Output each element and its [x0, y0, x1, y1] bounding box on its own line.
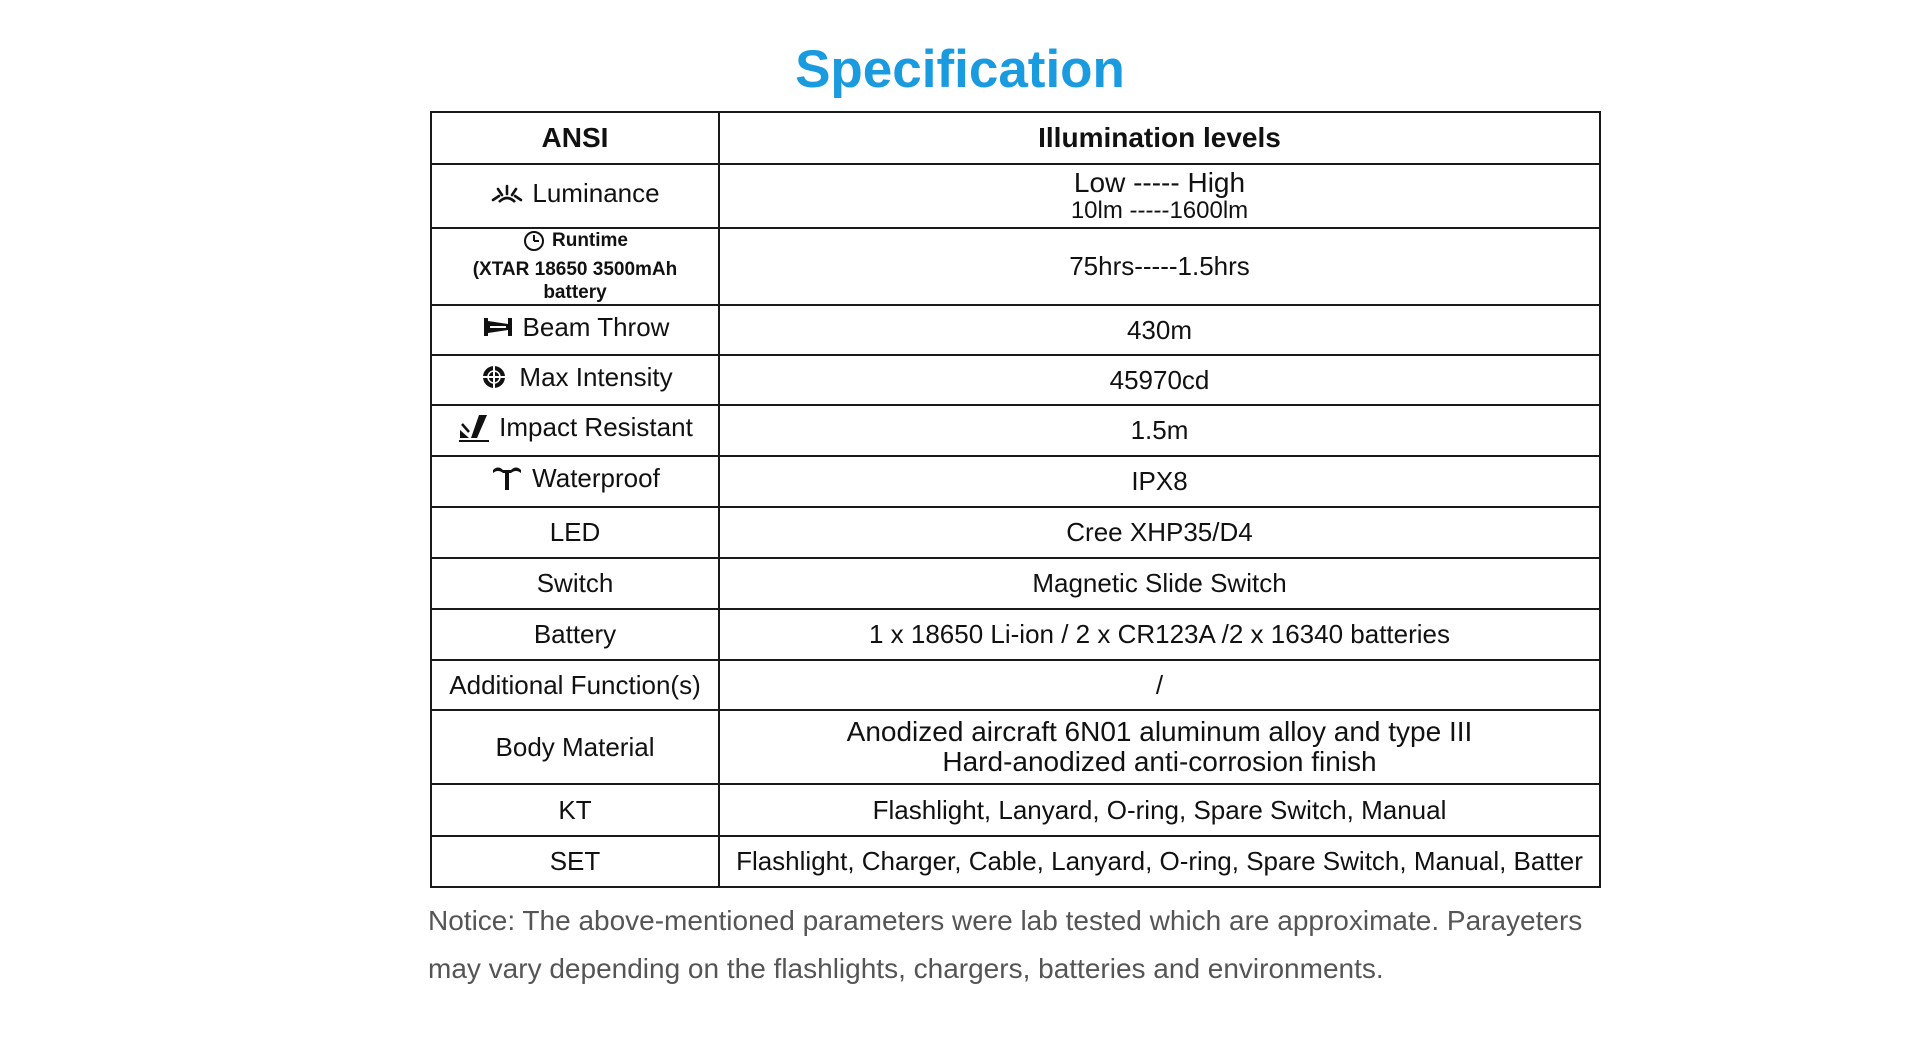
- table-row-switch: [431, 558, 1600, 609]
- value-cell: [719, 710, 1600, 784]
- label-cell: [431, 228, 719, 305]
- notice-line-2: may vary depending on the flashlights, chargers, batteries and environments.: [428, 953, 1384, 984]
- table-row-impact-resistant: [431, 405, 1600, 456]
- table-row-runtime: [431, 228, 1600, 305]
- table-row-beam-throw: [431, 305, 1600, 355]
- body-material-value-line2: Hard-anodized anti-corrosion finish: [942, 745, 1377, 777]
- kt-value: Flashlight, Lanyard, O-ring, Spare Switch, Manual: [719, 784, 1600, 836]
- led-value: Cree XHP35/D4: [719, 507, 1600, 558]
- led-label: LED: [431, 507, 719, 558]
- table-row-kt: [431, 784, 1600, 836]
- waterproof-value: IPX8: [719, 456, 1600, 507]
- label-cell: [431, 456, 719, 507]
- waterproof-icon: [490, 463, 524, 493]
- additional-functions-label: Additional Function(s): [431, 660, 719, 710]
- set-value: Flashlight, Charger, Cable, Lanyard, O-ring, Spare Switch, Manual, Batter: [719, 836, 1600, 887]
- table-row-max-intensity: [431, 355, 1600, 405]
- header-illumination-levels: Illumination levels: [719, 112, 1600, 164]
- page-title: Specification: [795, 40, 1125, 99]
- beam-throw-label: Beam Throw: [522, 311, 670, 342]
- impact-icon: [457, 412, 491, 442]
- beam-throw-icon: [481, 312, 515, 342]
- table-row-luminance: [431, 164, 1600, 228]
- impact-resistant-value: 1.5m: [719, 405, 1600, 456]
- notice-line-1: Notice: The above-mentioned parameters were lab tested which are approximate. Parayeters: [428, 905, 1583, 936]
- max-intensity-value: 45970cd: [719, 355, 1600, 405]
- table-row-additional-functions: [431, 660, 1600, 710]
- label-cell: [431, 405, 719, 456]
- runtime-battery-label-cont: battery: [543, 281, 607, 303]
- battery-value: 1 x 18650 Li-ion / 2 x CR123A /2 x 16340 batteries: [719, 609, 1600, 660]
- waterproof-label: Waterproof: [532, 463, 660, 493]
- clock-icon: [522, 230, 546, 252]
- runtime-label: Runtime: [552, 230, 628, 251]
- luminance-icon: [490, 178, 524, 208]
- switch-value: Magnetic Slide Switch: [719, 558, 1600, 609]
- table-header-row: [431, 112, 1600, 164]
- switch-label: Switch: [431, 558, 719, 609]
- runtime-value: 75hrs-----1.5hrs: [719, 228, 1600, 305]
- value-cell: [719, 164, 1600, 228]
- luminance-range-value: 10lm -----1600lm: [1070, 197, 1249, 224]
- battery-label: Battery: [431, 609, 719, 660]
- table-row-led: [431, 507, 1600, 558]
- additional-functions-value: /: [719, 660, 1600, 710]
- luminance-label: Luminance: [532, 178, 660, 208]
- set-label: SET: [431, 836, 719, 887]
- body-material-value-line1: Anodized aircraft 6N01 aluminum alloy and type III: [846, 715, 1473, 747]
- luminance-range-label: Low ----- High: [1073, 167, 1246, 198]
- max-intensity-label: Max Intensity: [519, 361, 673, 392]
- crosshair-icon: [477, 362, 511, 392]
- spec-table: [430, 111, 1601, 888]
- table-row-body-material: [431, 710, 1600, 784]
- label-cell: [431, 164, 719, 228]
- label-cell: [431, 305, 719, 355]
- impact-resistant-label: Impact Resistant: [499, 412, 693, 442]
- table-row-battery: [431, 609, 1600, 660]
- table-row-waterproof: [431, 456, 1600, 507]
- beam-throw-value: 430m: [719, 305, 1600, 355]
- table-row-set: [431, 836, 1600, 887]
- notice-text: [428, 897, 1688, 993]
- body-material-label: Body Material: [431, 710, 719, 784]
- kt-label: KT: [431, 784, 719, 836]
- header-ansi: ANSI: [431, 112, 719, 164]
- runtime-battery-label: (XTAR 18650 3500mAh: [472, 258, 678, 280]
- label-cell: [431, 355, 719, 405]
